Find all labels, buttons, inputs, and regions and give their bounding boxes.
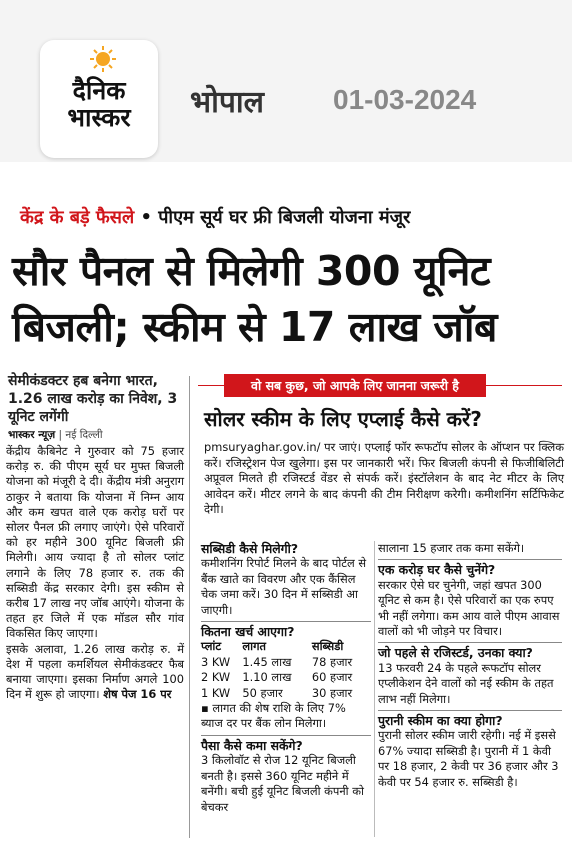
faq-question: कितना खर्च आएगा? bbox=[201, 621, 371, 639]
edition-city: भोपाल bbox=[190, 85, 265, 120]
cost-cell: 30 हजार bbox=[311, 685, 353, 700]
sidebar-column-divider bbox=[374, 541, 375, 837]
faq-answer-continued: सालाना 15 हजार तक कमा सकेंगे। bbox=[378, 541, 525, 555]
kicker-red-text: केंद्र के बड़े फैसले bbox=[20, 207, 135, 228]
logo-text-line1: दैनिक bbox=[72, 76, 126, 105]
sun-logo-icon bbox=[90, 46, 116, 72]
body-paragraph-2-text: इसके अलावा, 1.26 लाख करोड़ रु. में देश में पहला कमर्शियल सेमीकंडक्टर फैब बनाया जाएगा। इसका निर्माण अगले 100 दिन में शुरू हो जाएगा। bbox=[6, 641, 184, 702]
cost-cell: 2 KW bbox=[201, 670, 231, 685]
cost-table-row bbox=[201, 655, 369, 670]
byline-source: भास्कर न्यूज़ bbox=[8, 429, 56, 441]
faq-answer: 13 फरवरी 24 के पहले रूफटॉप सोलर एप्लीकेशन देने वालों को नई स्कीम के तहत लाभ नहीं मिलेगा। bbox=[378, 660, 554, 706]
cost-header-cell: सब्सिडी bbox=[311, 639, 344, 654]
faq-question: सब्सिडी कैसे मिलेगी? bbox=[201, 541, 299, 556]
cost-cell: 60 हजार bbox=[311, 670, 353, 685]
logo-text-line2: भास्कर bbox=[67, 103, 131, 132]
byline-location: | नई दिल्ली bbox=[55, 429, 103, 441]
column-divider bbox=[189, 376, 190, 838]
kicker-text: • पीएम सूर्य घर फ्री बिजली योजना मंजूर bbox=[134, 207, 411, 228]
cost-cell: 78 हजार bbox=[311, 654, 353, 669]
body-paragraph-2 bbox=[6, 642, 184, 703]
cost-cell: 1.10 लाख bbox=[242, 670, 292, 685]
cost-header-cell: लागत bbox=[242, 639, 267, 654]
sidebar-column-right bbox=[378, 541, 562, 790]
faq-answer: कमीशनिंग रिपोर्ट मिलने के बाद पोर्टल से बैंक खाते का विवरण और एक कैंसिल चेक जमा करें। 30 दिन में सब्सिडी आ जाएगी। bbox=[201, 556, 367, 617]
article-kicker bbox=[20, 205, 410, 229]
article-headline: सौर पैनल से मिलेगी 300 यूनिट बिजली; स्कीम से 17 लाख जॉब bbox=[12, 247, 497, 351]
dainik-bhaskar-logo bbox=[40, 40, 158, 158]
cost-table-row bbox=[201, 686, 369, 701]
article-body bbox=[6, 444, 184, 702]
faq-question: जो पहले से रजिस्टर्ड, उनका क्या? bbox=[378, 642, 562, 660]
newspaper-header bbox=[0, 0, 572, 162]
sidebar-title: सोलर स्कीम के लिए एप्लाई कैसे करें? bbox=[204, 407, 482, 431]
info-banner: वो सब कुछ, जो आपके लिए जानना जरूरी है bbox=[224, 374, 486, 397]
edition-date: 01-03-2024 bbox=[333, 84, 477, 115]
faq-answer: पुरानी सोलर स्कीम जारी रहेगी। नई में इससे 67% ज्यादा सब्सिडी है। पुरानी में 1 केवी पर 18 हजार, 2 केवी पर 36 हजार और 3 केवी पर 54 हजार रु. सब्सिडी है। bbox=[378, 728, 559, 789]
cost-table bbox=[201, 639, 369, 701]
body-paragraph-1: केंद्रीय कैबिनेट ने गुरुवार को 75 हजार करोड़ रु. की पीएम सूर्य घर मुफ्त बिजली योजना को मंजूरी दे दी। केंद्रीय मंत्री अनुराग ठाकुर ने बताया कि योजना में निम्न आय और कम खपत वाले एक करोड़ घरों पर सोलर पैनल फ्री लगाए जाएंगे। ऐसे परिवारों को हर महीने 300 यूनिट बिजली फ्री मिलेगी। आय ज्यादा है तो सोलर प्लांट लगाने के लिए 78 हजार रु. तक की सब्सिडी केंद्र सरकार देगी। इस स्कीम से करीब 17 लाख नए जॉब आएंगे। योजना के तहत हर जिले में एक मॉडल सौर गांव विकसित किए जाएगा। bbox=[6, 444, 184, 641]
sidebar-column-left bbox=[201, 541, 371, 815]
faq-question: एक करोड़ घर कैसे चुनेंगे? bbox=[378, 559, 562, 577]
cost-table-row bbox=[201, 670, 369, 685]
faq-question: पैसा कैसे कमा सकेंगे? bbox=[201, 735, 371, 753]
cost-cell: 1 KW bbox=[201, 685, 231, 700]
sidebar-intro: pmsuryaghar.gov.in/ पर जाएं। एप्लाई फॉर रूफटॉप सोलर के ऑप्शन पर क्लिक करें। रजिस्ट्रेशन पेज खुलेगा। इस पर जानकारी भरें। फिर बिजली कंपनी से फिजीबिलिटी अप्रूवल मिलते ही रजिस्टर्ड वेंडर से संपर्क करें। इंस्टॉलेशन के बाद नेट मीटर के लिए आवेदन करें। मीटर लगने के बाद कंपनी की टीम निरीक्षण करेगी। कमीशनिंग सर्टिफिकेट देगी। bbox=[204, 440, 564, 517]
cost-cell: 3 KW bbox=[201, 654, 231, 669]
faq-question: पुरानी स्कीम का क्या होगा? bbox=[378, 710, 562, 728]
faq-answer: 3 किलोवॉट से रोज 12 यूनिट बिजली बनती है। इससे 360 यूनिट महीने में बनेंगी। बची हुई यूनिट बिजली कंपनी को बेचकर bbox=[201, 753, 364, 814]
cost-note: ▪ लागत की शेष राशि के लिए 7% ब्याज दर पर बैंक लोन मिलेगा। bbox=[201, 701, 346, 731]
continued-note: शेष पेज 16 पर bbox=[103, 687, 172, 702]
cost-header-cell: प्लांट bbox=[201, 639, 222, 654]
article-byline bbox=[8, 428, 103, 442]
article-subhead: सेमीकंडक्टर हब बनेगा भारत, 1.26 लाख करोड़ का निवेश, 3 यूनिट लगेंगी bbox=[8, 373, 178, 425]
cost-table-header bbox=[201, 639, 369, 654]
faq-answer: सरकार ऐसे घर चुनेगी, जहां खपत 300 यूनिट से कम है। ऐसे परिवारों का एक रुपए भी नहीं लगेगा। कम आय वाले पीएम आवास वालों को भी जोड़ने पर विचार। bbox=[378, 577, 560, 639]
cost-cell: 1.45 लाख bbox=[242, 654, 292, 669]
cost-cell: 50 हजार bbox=[242, 685, 283, 700]
